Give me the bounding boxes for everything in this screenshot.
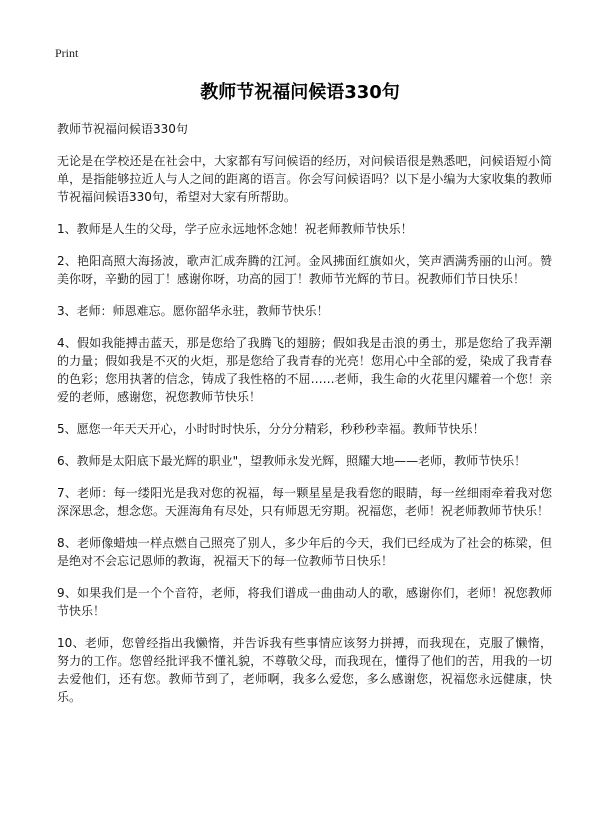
greeting-item-2: 2、艳阳高照大海扬波，歌声汇成奔腾的江河。金风拂面红旗如火，笑声洒满秀丽的山河。赞美你呀，辛勤的园丁！感谢你呀，功高的园丁！教师节光辉的节日。祝教师们节日快乐！: [57, 254, 552, 286]
greeting-item-10: 10、老师，您曾经指出我懒惰，并告诉我有些事情应该努力拼搏，而我现在，克服了懒惰，努力的工作。您曾经批评我不懂礼貌，不尊敬父母，而我现在，懂得了他们的苦，用我的一切去爱他们，还有您。教师节到了，老师啊，我多么爱您，多么感谢您，祝福您永远健康，快乐。: [57, 636, 552, 704]
article-subtitle: 教师节祝福问候语330句: [57, 122, 188, 136]
print-link[interactable]: Print: [55, 46, 79, 60]
greeting-item-6: 6、教师是太阳底下最光辉的职业"，望教师永发光辉，照耀大地——老师，教师节快乐！: [57, 454, 527, 468]
intro-paragraph: 无论是在学校还是在社会中，大家都有写问候语的经历，对问候语很是熟悉吧，问候语短小简单，是指能够拉近人与人之间的距离的语言。你会写问候语吗？以下是小编为大家收集的教师节祝福问候语330句，希望对大家有所帮助。: [57, 154, 552, 204]
greeting-item-5: 5、愿您一年天天开心，小时时时快乐，分分分精彩，秒秒秒幸福。教师节快乐！: [57, 422, 485, 436]
greeting-item-1: 1、教师是人生的父母，学子应永远地怀念她！祝老师教师节快乐！: [57, 222, 413, 236]
greeting-item-4: 4、假如我能搏击蓝天，那是您给了我腾飞的翅膀；假如我是击浪的勇士，那是您给了我弄潮的力量；假如我是不灭的火炬，那是您给了我青春的光亮！您用心中全部的爱，染成了我青春的色彩；您用执著的信念，铸成了我性格的不屈……老师，我生命的火花里闪耀着一个您！亲爱的老师，感谢您，祝您教师节快乐！: [57, 336, 552, 404]
greeting-item-3: 3、老师：师恩难忘。愿你韶华永驻，教师节快乐！: [57, 304, 329, 318]
greeting-item-9: 9、如果我们是一个个音符，老师，将我们谱成一曲曲动人的歌，感谢你们，老师！祝您教师节快乐！: [57, 586, 552, 618]
article-body: [57, 120, 552, 720]
greeting-item-7: 7、老师：每一缕阳光是我对您的祝福，每一颗星星是我看您的眼睛，每一丝细雨牵着我对您深深思念，想念您。天涯海角有尽处，只有师恩无穷期。祝福您，老师！祝老师教师节快乐！: [57, 486, 552, 518]
page-title: 教师节祝福问候语330句: [200, 82, 400, 103]
greeting-item-8: 8、老师像蜡烛一样点燃自己照亮了别人，多少年后的今天，我们已经成为了社会的栋梁，但是绝对不会忘记恩师的教诲，祝福天下的每一位教师节日快乐！: [57, 536, 552, 568]
